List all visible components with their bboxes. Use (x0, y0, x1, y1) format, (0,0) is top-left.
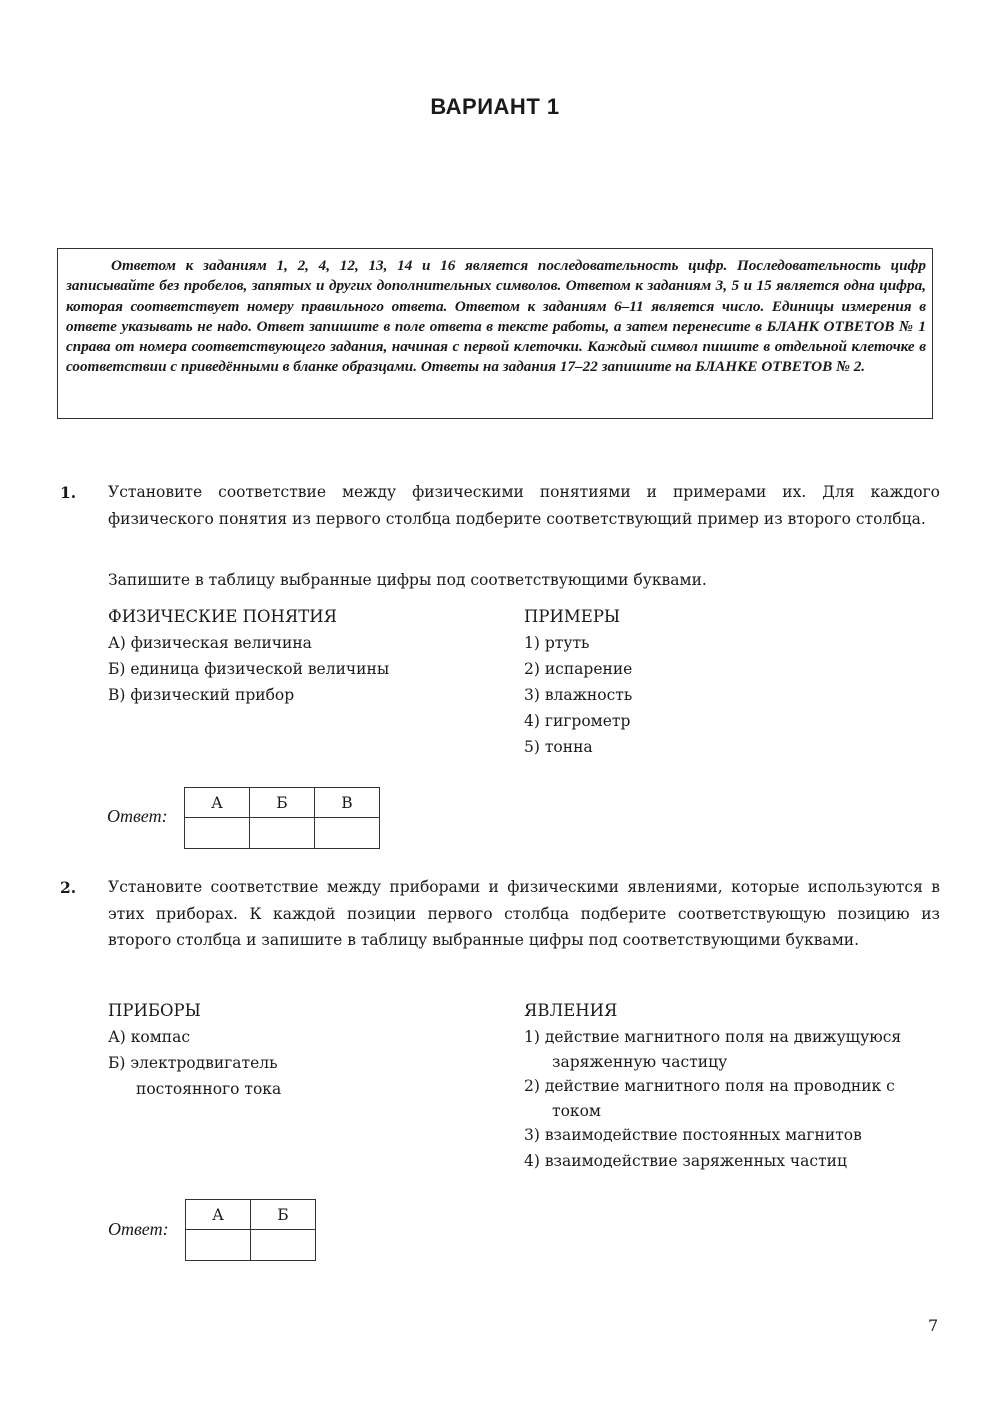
q2-answer-label: Ответ: (108, 1219, 169, 1239)
q1-answer-col-header: А (185, 788, 250, 818)
q1-right-header: ПРИМЕРЫ (524, 607, 621, 626)
q2-right-item: 3) взаимодействие постоянных магнитов (524, 1126, 862, 1144)
question-2-text: Установите соответствие между приборами и физическими явлениями, которые используются в этих приборах. К каждой позиции первого столбца подберите соответствующую позицию из второго столбца и запишите в таблицу выбранные цифры под соответствующими буквами. (108, 878, 940, 949)
q2-answer-cell[interactable] (251, 1230, 316, 1261)
instructions-box (57, 248, 933, 419)
instructions-text: Ответом к заданиям 1, 2, 4, 12, 13, 14 и 16 является последовательность цифр. Последовательность цифр записывайте без пробелов, запятых и других дополнительных символов. Ответом к заданиям 3, 5 и 15 является одна цифра, которая соответствует номеру правильного ответа. Ответом к заданиям 6–11 является число. Единицы измерения в ответе указывать не надо. Ответ запишите в поле ответа в тексте работы, а затем перенесите в БЛАНК ОТВЕТОВ № 1 справа от номера соответствующего задания, начиная с первой клеточки. Каждый символ пишите в отдельной клеточке в соответствии с приведёнными в бланке образцами. Ответы на задания 17–22 запишите на БЛАНКЕ ОТВЕТОВ № 2. (66, 257, 926, 376)
q1-answer-label: Ответ: (107, 806, 168, 826)
q1-left-item: В) физический прибор (108, 686, 295, 704)
question-1-text: Установите соответствие между физическими понятиями и примерами их. Для каждого физического понятия из первого столбца подберите соответствующий пример из второго столбца. (108, 483, 940, 528)
q1-right-item: 4) гигрометр (524, 712, 631, 730)
q2-answer-col-header: А (186, 1200, 251, 1230)
q2-left-item: А) компас (108, 1028, 191, 1046)
q1-left-header: ФИЗИЧЕСКИЕ ПОНЯТИЯ (108, 607, 337, 626)
q1-right-item: 5) тонна (524, 738, 593, 756)
q1-answer-col-header: Б (250, 788, 315, 818)
q2-left-item-cont: постоянного тока (136, 1080, 282, 1098)
page-title: ВАРИАНТ 1 (430, 94, 560, 119)
q1-right-item: 1) ртуть (524, 634, 590, 652)
question-2-number: 2. (60, 878, 77, 897)
q1-answer-col-header: В (315, 788, 380, 818)
q2-answer-col-header: Б (251, 1200, 316, 1230)
q2-left-item: Б) электродвигатель (108, 1054, 278, 1072)
page-number: 7 (928, 1316, 939, 1335)
q1-answer-cell[interactable] (185, 818, 250, 849)
q1-answer-cell[interactable] (250, 818, 315, 849)
q2-right-item: 4) взаимодействие заряженных частиц (524, 1152, 847, 1170)
q1-answer-table (184, 787, 380, 849)
q2-answer-table (185, 1199, 316, 1261)
q1-right-item: 3) влажность (524, 686, 633, 704)
q1-left-item: А) физическая величина (108, 634, 312, 652)
q1-answer-cell[interactable] (315, 818, 380, 849)
q2-right-header: ЯВЛЕНИЯ (524, 1001, 618, 1020)
q2-left-header: ПРИБОРЫ (108, 1001, 201, 1020)
q2-right-item: 2) действие магнитного поля на проводник с током (524, 1077, 895, 1120)
q2-answer-cell[interactable] (186, 1230, 251, 1261)
q1-left-item: Б) единица физической величины (108, 660, 390, 678)
question-1-instruction: Запишите в таблицу выбранные цифры под соответствующими буквами. (108, 571, 707, 589)
question-1-number: 1. (60, 483, 77, 502)
q2-right-item: 1) действие магнитного поля на движущуюся заряженную частицу (524, 1028, 902, 1071)
q1-right-item: 2) испарение (524, 660, 633, 678)
